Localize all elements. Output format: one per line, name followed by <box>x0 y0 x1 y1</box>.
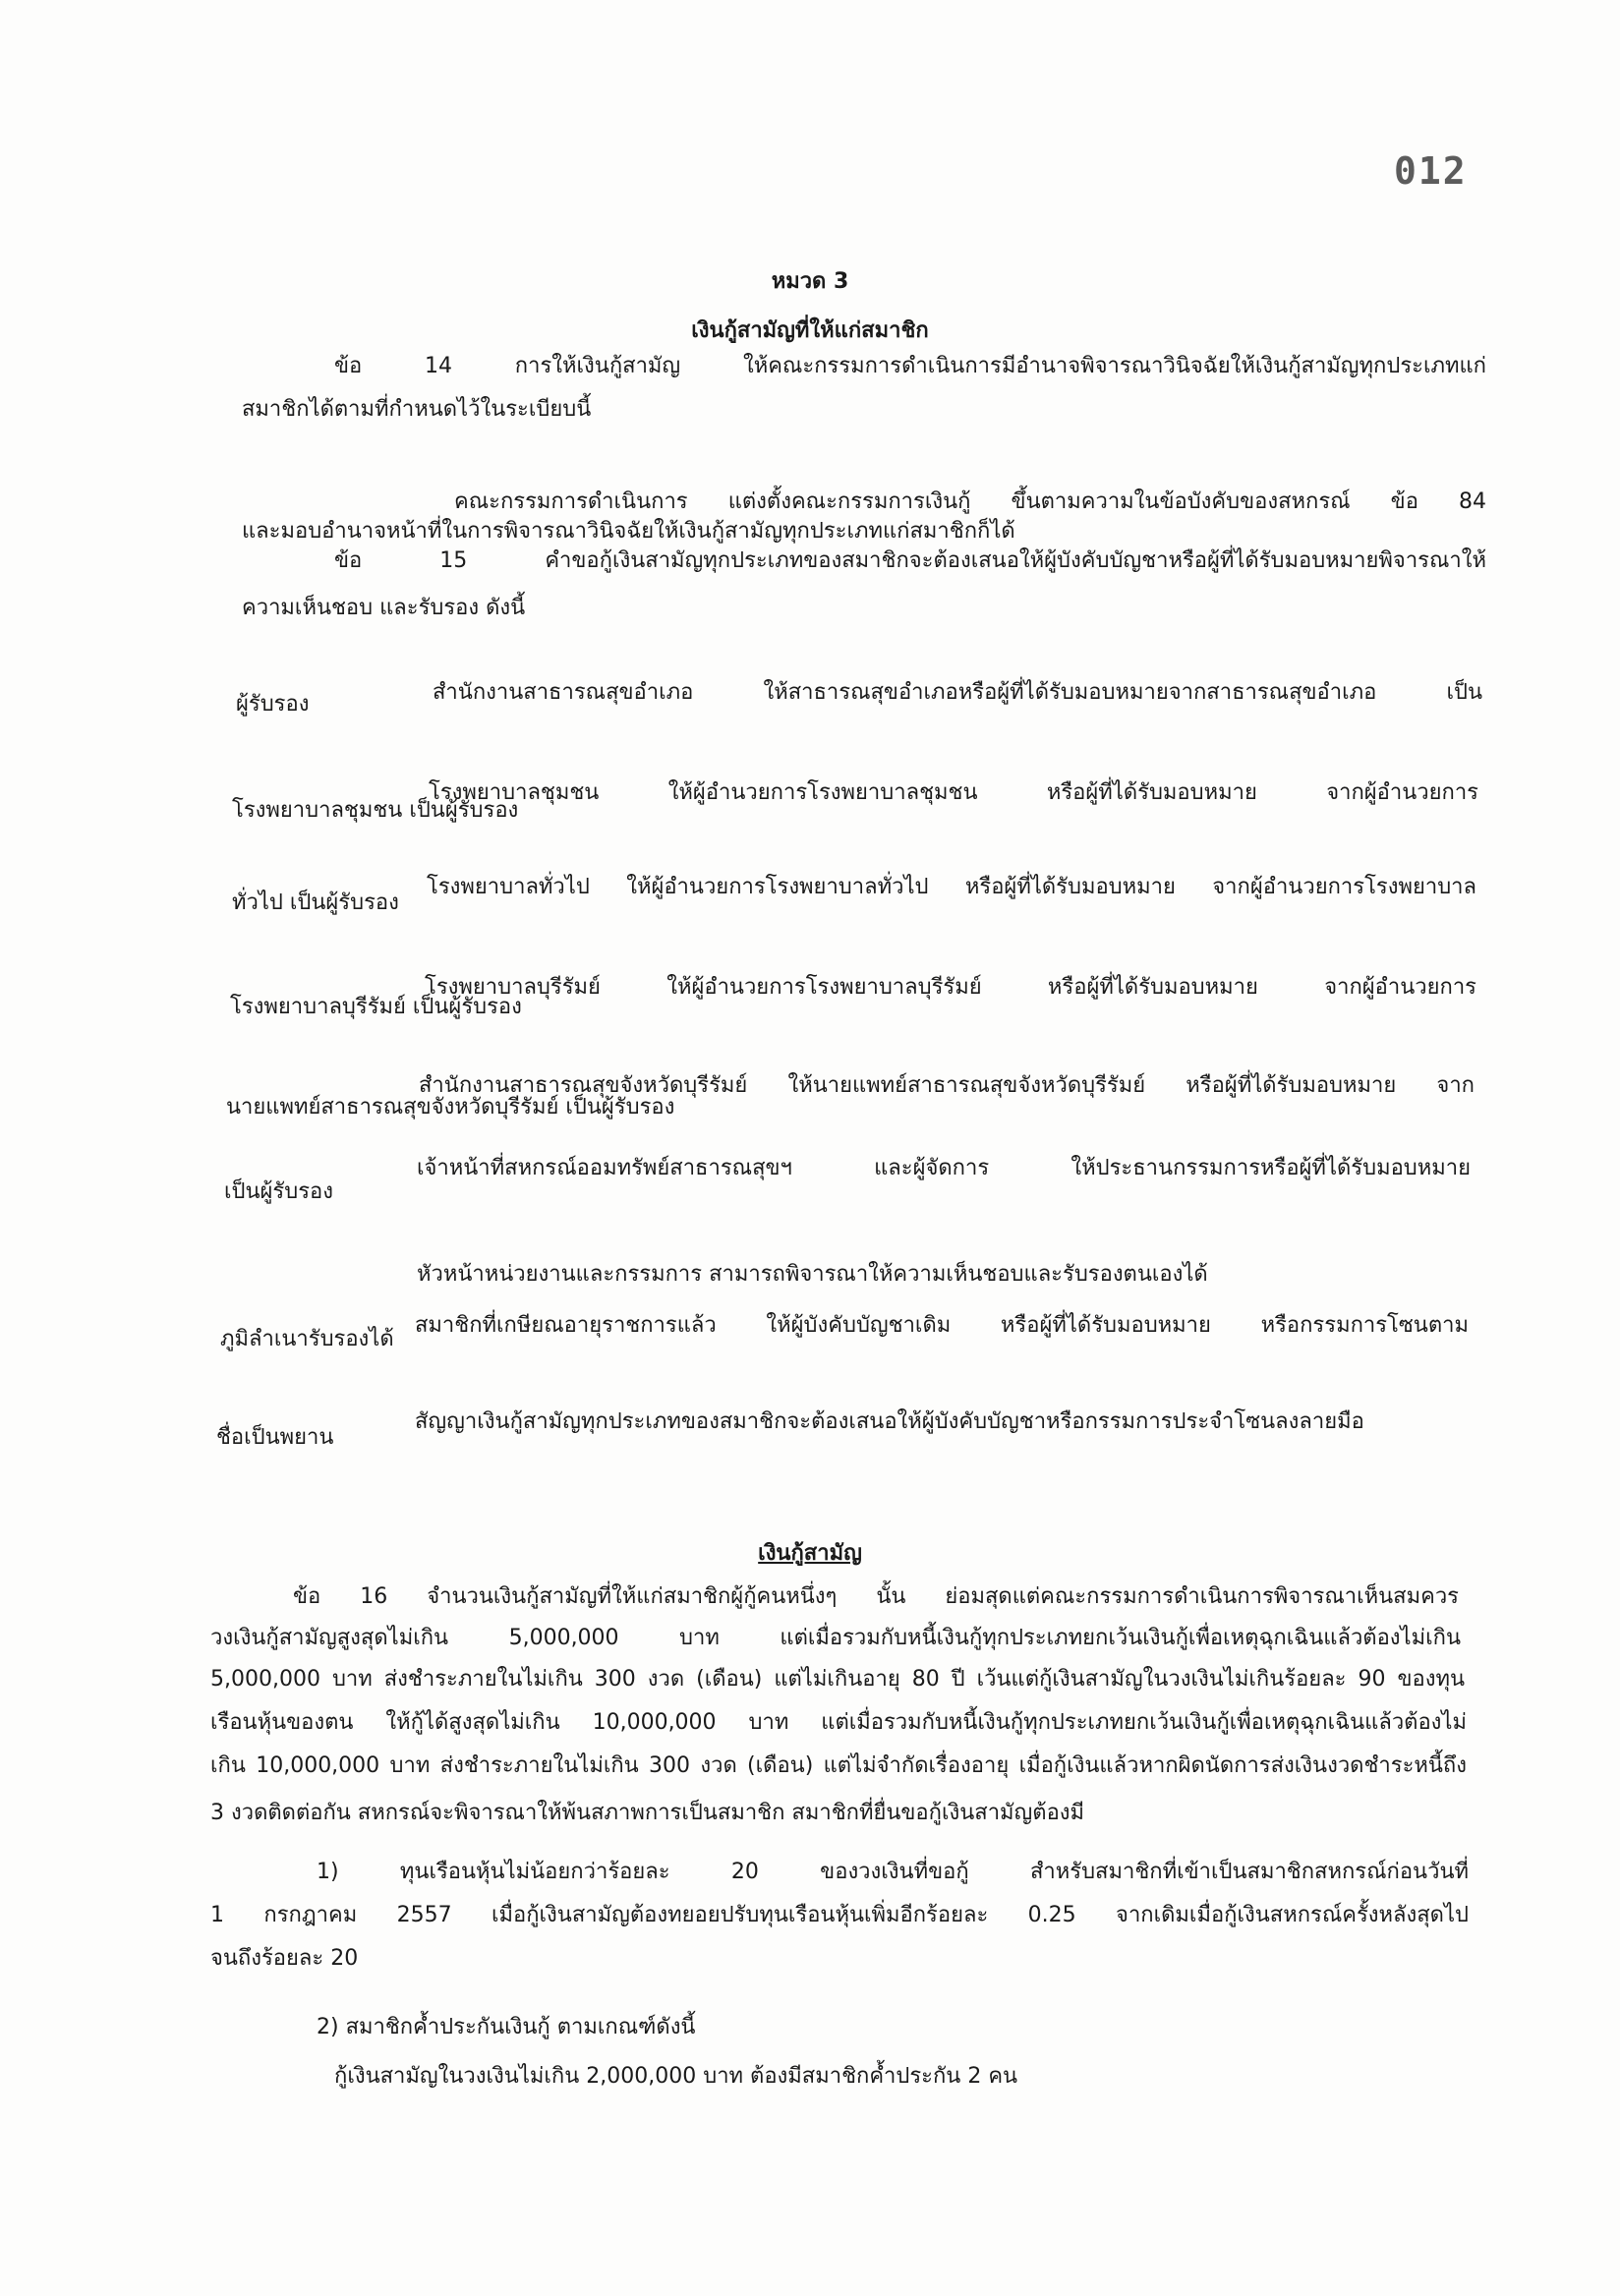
paragraph-line: และมอบอำนาจหน้าที่ในการพิจารณาวินิจฉัยให้เงินกู้สามัญทุกประเภทแก่สมาชิกก็ได้ <box>242 519 1015 544</box>
paragraph-line: นายแพทย์สาธารณสุขจังหวัดบุรีรัมย์ เป็นผู้รับรอง <box>226 1095 675 1119</box>
paragraph-line: 5,000,000 บาท ส่งชำระภายในไม่เกิน 300 งวด (เดือน) แต่ไม่เกินอายุ 80 ปี เว้นแต่กู้เงินสามัญในวงเงินไม่เกินร้อยละ 90 ของทุน <box>210 1667 1465 1692</box>
paragraph-line: คณะกรรมการดำเนินการ แต่งตั้งคณะกรรมการเงินกู้ ขึ้นตามความในข้อบังคับของสหกรณ์ ข้อ 84 <box>454 489 1486 514</box>
paragraph-line: สมาชิกที่เกษียณอายุราชการแล้ว ให้ผู้บังคับบัญชาเดิม หรือผู้ที่ได้รับมอบหมาย หรือกรรมการโซนตาม <box>415 1313 1469 1338</box>
paragraph-line: ข้อ 15 คำขอกู้เงินสามัญทุกประเภทของสมาชิกจะต้องเสนอให้ผู้บังคับบัญชาหรือผู้ที่ได้รับมอบหมายพิจารณาให้ <box>334 548 1486 573</box>
paragraph-line: ชื่อเป็นพยาน <box>216 1425 334 1450</box>
paragraph-line: สำนักงานสาธารณสุขจังหวัดบุรีรัมย์ ให้นายแพทย์สาธารณสุขจังหวัดบุรีรัมย์ หรือผู้ที่ได้รับมอบหมาย จาก <box>419 1073 1475 1098</box>
paragraph-line: ทั่วไป เป็นผู้รับรอง <box>232 890 399 915</box>
paragraph-line: ข้อ 14 การให้เงินกู้สามัญ ให้คณะกรรมการดำเนินการมีอำนาจพิจารณาวินิจฉัยให้เงินกู้สามัญทุกประเภทแก่ <box>334 354 1486 378</box>
paragraph-line: หัวหน้าหน่วยงานและกรรมการ สามารถพิจารณาให้ความเห็นชอบและรับรองตนเองได้ <box>417 1262 1208 1287</box>
paragraph-line: 3 งวดติดต่อกัน สหกรณ์จะพิจารณาให้พ้นสภาพการเป็นสมาชิก สมาชิกที่ยื่นขอกู้เงินสามัญต้องมี <box>210 1801 1085 1825</box>
paragraph-line: สำนักงานสาธารณสุขอำเภอ ให้สาธารณสุขอำเภอหรือผู้ที่ได้รับมอบหมายจากสาธารณสุขอำเภอ เป็น <box>433 680 1482 705</box>
paragraph-line: สมาชิกได้ตามที่กำหนดไว้ในระเบียบนี้ <box>242 397 592 422</box>
paragraph-line: 1 กรกฎาคม 2557 เมื่อกู้เงินสามัญต้องทยอยปรับทุนเรือนหุ้นเพิ่มอีกร้อยละ 0.25 จากเดิมเมื่อกู้เงินสหกรณ์ครั้งหลังสุดไป <box>210 1903 1469 1927</box>
paragraph-line: วงเงินกู้สามัญสูงสุดไม่เกิน 5,000,000 บาท แต่เมื่อรวมกับหนี้เงินกู้ทุกประเภทยกเว้นเงินกู้เพื่อเหตุฉุกเฉินแล้วต้องไม่เกิน <box>210 1626 1461 1650</box>
paragraph-line: ภูมิลำเนารับรองได้ <box>220 1327 394 1351</box>
paragraph-line: ข้อ 16 จำนวนเงินกู้สามัญที่ให้แก่สมาชิกผู้กู้คนหนึ่งๆ นั้น ย่อมสุดแต่คณะกรรมการดำเนินการพิจารณาเห็นสมควร <box>293 1584 1459 1609</box>
paragraph-line: โรงพยาบาลบุรีรัมย์ ให้ผู้อำนวยการโรงพยาบาลบุรีรัมย์ หรือผู้ที่ได้รับมอบหมาย จากผู้อำนวยการ <box>425 975 1476 1000</box>
paragraph-line: เกิน 10,000,000 บาท ส่งชำระภายในไม่เกิน 300 งวด (เดือน) แต่ไม่จำกัดเรื่องอายุ เมื่อกู้เงินแล้วหากผิดนัดการส่งเงินงวดชำระหนี้ถึง <box>210 1753 1467 1778</box>
paragraph-line: เป็นผู้รับรอง <box>224 1179 333 1204</box>
paragraph-line: 1) ทุนเรือนหุ้นไม่น้อยกว่าร้อยละ 20 ของวงเงินที่ขอกู้ สำหรับสมาชิกที่เข้าเป็นสมาชิกสหกรณ์ก่อนวันที่ <box>317 1860 1469 1884</box>
paragraph-line: กู้เงินสามัญในวงเงินไม่เกิน 2,000,000 บาท ต้องมีสมาชิกค้ำประกัน 2 คน <box>334 2064 1018 2089</box>
paragraph-line: โรงพยาบาลชุมชน ให้ผู้อำนวยการโรงพยาบาลชุมชน หรือผู้ที่ได้รับมอบหมาย จากผู้อำนวยการ <box>429 780 1478 805</box>
paragraph-line: โรงพยาบาลชุมชน เป็นผู้รับรอง <box>232 798 519 823</box>
chapter-title: เงินกู้สามัญที่ให้แก่สมาชิก <box>691 318 929 343</box>
paragraph-line: เรือนหุ้นของตน ให้กู้ได้สูงสุดไม่เกิน 10,000,000 บาท แต่เมื่อรวมกับหนี้เงินกู้ทุกประเภทยกเว้นเงินกู้เพื่อเหตุฉุกเฉินแล้วต้องไม่ <box>210 1710 1467 1735</box>
paragraph-line: ผู้รับรอง <box>236 692 310 717</box>
paragraph-line: ความเห็นชอบ และรับรอง ดังนี้ <box>242 596 526 620</box>
page-number: 012 <box>1394 149 1468 193</box>
paragraph-line: จนถึงร้อยละ 20 <box>210 1946 359 1971</box>
paragraph-line: โรงพยาบาลบุรีรัมย์ เป็นผู้รับรอง <box>230 995 522 1019</box>
paragraph-line: สัญญาเงินกู้สามัญทุกประเภทของสมาชิกจะต้องเสนอให้ผู้บังคับบัญชาหรือกรรมการประจำโซนลงลายมือ <box>415 1409 1364 1434</box>
paragraph-line: เจ้าหน้าที่สหกรณ์ออมทรัพย์สาธารณสุขฯ และผู้จัดการ ให้ประธานกรรมการหรือผู้ที่ได้รับมอบหมาย <box>417 1156 1471 1180</box>
paragraph-line: 2) สมาชิกค้ำประกันเงินกู้ ตามเกณฑ์ดังนี้ <box>317 2015 696 2039</box>
paragraph-line: โรงพยาบาลทั่วไป ให้ผู้อำนวยการโรงพยาบาลทั่วไป หรือผู้ที่ได้รับมอบหมาย จากผู้อำนวยการโรงพยาบาล <box>427 875 1476 899</box>
chapter-heading: หมวด 3 <box>771 269 849 294</box>
section-heading: เงินกู้สามัญ <box>758 1541 862 1566</box>
